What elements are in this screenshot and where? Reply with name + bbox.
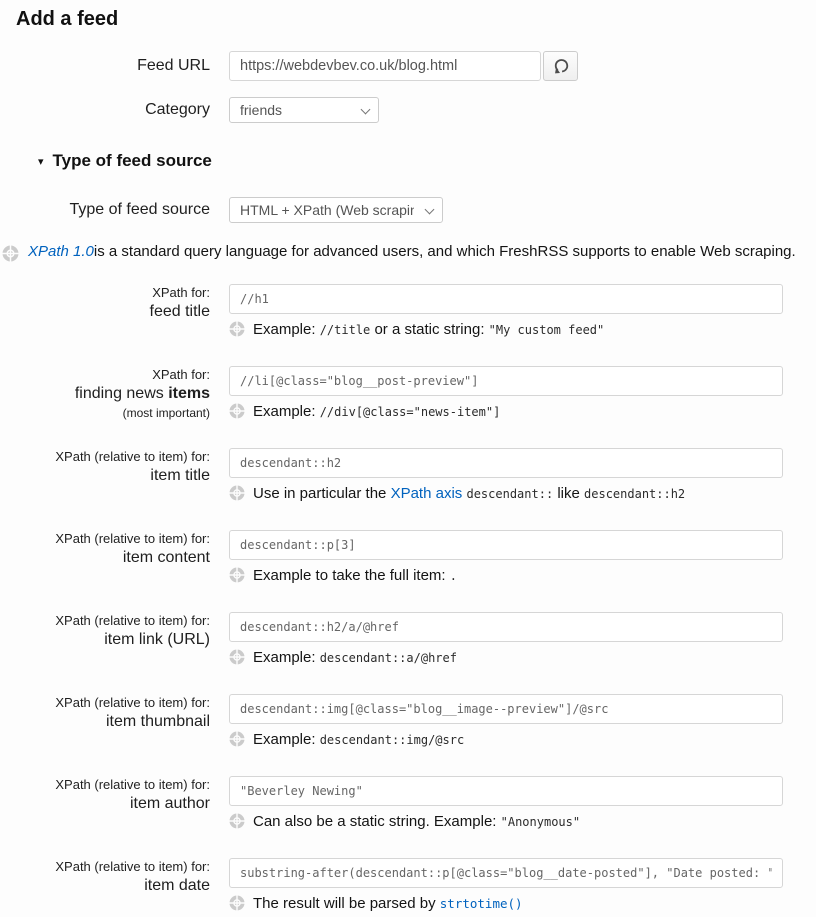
xpath-field-label: XPath (relative to item) for: item title: [55, 449, 210, 484]
field-hint: [229, 894, 816, 915]
section-title: Type of feed source: [52, 151, 212, 170]
feed-url-label: Feed URL: [137, 57, 210, 74]
hint-text: The result will be parsed by: [253, 895, 440, 912]
feed-type-row: [0, 197, 816, 223]
xpath-field-label: XPath (relative to item) for: item date: [55, 859, 210, 894]
xpath-input[interactable]: [229, 530, 783, 560]
help-icon: [2, 245, 19, 266]
xpath-field-label: XPath (relative to item) for: item thumbnail: [55, 695, 210, 730]
inline-code: "Anonymous": [500, 815, 581, 829]
inline-code: descendant::img/@src: [319, 733, 465, 747]
field-hint: [229, 402, 816, 423]
hint-text: Example:: [253, 649, 320, 666]
xpath-input[interactable]: [229, 858, 783, 888]
inline-code: //div[@class="news-item"]: [319, 405, 501, 419]
xpath-field-label: XPath for: feed title: [149, 285, 210, 320]
inline-code: //title: [319, 323, 371, 337]
xpath-field-row: [0, 858, 816, 915]
inline-code: descendant::h2: [584, 487, 686, 501]
hint-text: Example:: [253, 731, 320, 748]
inline-code: .: [449, 569, 457, 583]
xpath-field-label: XPath for: finding news items (most important): [74, 367, 210, 421]
xpath-input[interactable]: [229, 284, 783, 314]
xpath-input[interactable]: [229, 366, 783, 396]
help-icon: [229, 321, 245, 341]
hint-text: Use in particular the: [253, 485, 391, 502]
hint-link[interactable]: XPath axis: [390, 485, 463, 502]
field-hint: [229, 648, 816, 669]
xpath-field-row: [0, 366, 816, 423]
xpath-field-row: [0, 694, 816, 751]
hint-text: Can also be a static string. Example:: [253, 813, 501, 830]
field-hint: [229, 484, 816, 505]
field-hint: [229, 812, 816, 833]
add-feed-page: [0, 8, 816, 915]
xpath-field-row: [0, 284, 816, 341]
reload-arrow-icon: [552, 57, 570, 75]
help-icon: [229, 567, 245, 587]
field-hint: [229, 730, 816, 751]
category-select[interactable]: [229, 97, 379, 123]
xpath-field-row: [0, 612, 816, 669]
help-icon: [229, 895, 245, 915]
inline-code: descendant::: [466, 487, 554, 501]
hint-text: or a static string:: [370, 321, 489, 338]
hint-text: Example:: [253, 403, 320, 420]
xpath-input[interactable]: [229, 694, 783, 724]
field-hint: [229, 566, 816, 587]
xpath-field-row: [0, 530, 816, 587]
xpath-field-row: [0, 776, 816, 833]
xpath-field-label: XPath (relative to item) for: item content: [55, 531, 210, 566]
xpath-input[interactable]: [229, 612, 783, 642]
xpath-1-0-link[interactable]: XPath 1.0: [28, 243, 94, 260]
xpath-rows-container: [0, 284, 816, 915]
help-icon: [229, 649, 245, 669]
hint-code-link[interactable]: strtotime(): [439, 896, 523, 911]
xpath-input[interactable]: [229, 448, 783, 478]
xpath-intro: [2, 243, 816, 266]
hint-text: Example to take the full item:: [253, 567, 450, 584]
hint-text: like: [553, 485, 585, 502]
hint-text: Example:: [253, 321, 320, 338]
feed-type-select[interactable]: [229, 197, 443, 223]
xpath-field-row: [0, 448, 816, 505]
xpath-input[interactable]: [229, 776, 783, 806]
feed-type-label: Type of feed source: [69, 201, 210, 218]
section-type-of-feed-source[interactable]: [38, 151, 816, 171]
help-icon: [229, 731, 245, 751]
inline-code: descendant::a/@href: [319, 651, 457, 665]
xpath-field-label: XPath (relative to item) for: item link (URL): [55, 613, 210, 648]
help-icon: [229, 813, 245, 833]
intro-text: is a standard query language for advanced users, and which FreshRSS supports to enable Web scraping.: [93, 243, 796, 260]
feed-url-row: [0, 51, 816, 81]
inline-code: "My custom feed": [488, 323, 605, 337]
feed-url-input[interactable]: [229, 51, 541, 81]
page-title: Add a feed: [16, 8, 119, 30]
category-label: Category: [145, 101, 210, 118]
field-hint: [229, 320, 816, 341]
help-icon: [229, 403, 245, 423]
category-row: [0, 97, 816, 123]
collapse-triangle-icon: ▾: [38, 155, 44, 168]
help-icon: [229, 485, 245, 505]
xpath-field-label: XPath (relative to item) for: item author: [55, 777, 210, 812]
load-feed-button[interactable]: [543, 51, 578, 81]
